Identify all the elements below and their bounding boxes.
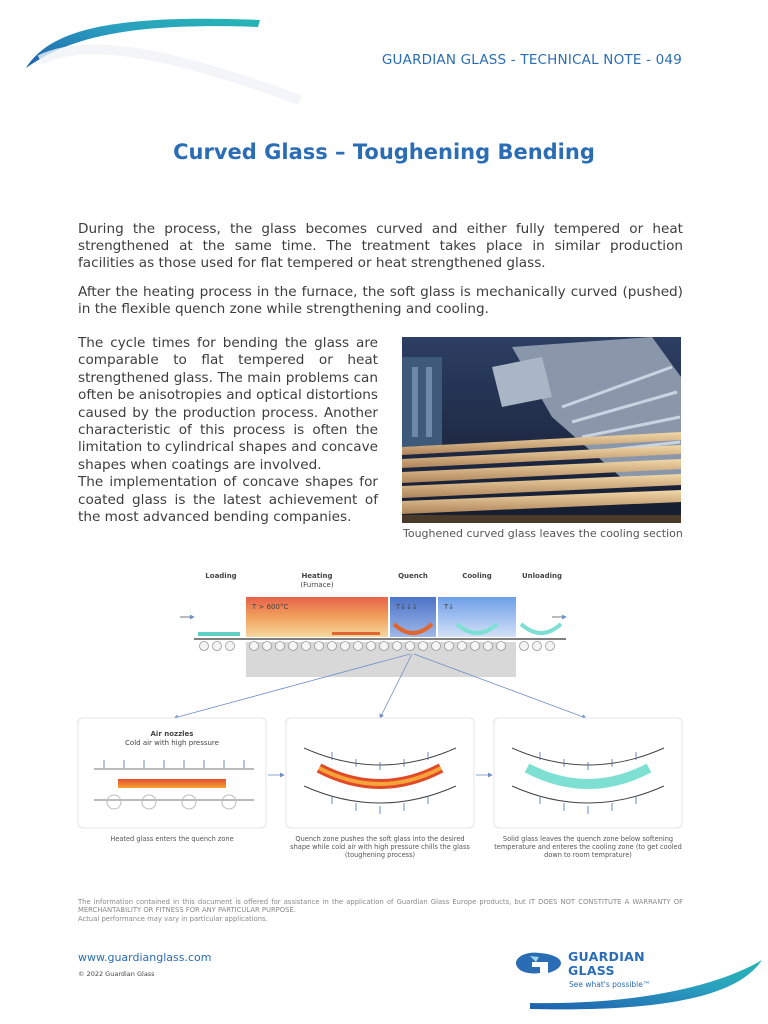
diagram-caption-3: Solid glass leaves the quench zone below softening temperature and enteres the cooling zone (to get cooled down to room temprature) [494,835,682,859]
stage-label-loading: Loading [205,572,237,580]
process-diagram [74,562,690,862]
cooling-temp: T↓ [444,603,455,611]
cooling-section-photo [402,337,681,523]
process-paragraph: After the heating process in the furnace, the soft glass is mechanically curved (pushed) in the flexible quench zone while strengthening and cooling. [78,284,683,317]
logo-wordmark-line2: GLASS [568,963,615,978]
diagram-caption-1: Heated glass enters the quench zone [110,835,234,843]
page-title: Curved Glass – Toughening Bending [173,140,595,164]
logo-wordmark-line1: GUARDIAN [568,949,645,964]
cycle-paragraph [78,335,378,526]
disclaimer [78,898,683,923]
intro-paragraph: During the process, the glass becomes curved and either fully tempered or heat strengthened at the same time. The treatment takes place in similar production facilities as those used for flat tempered or heat strengthened glass. [78,221,683,271]
guardian-logo-icon [514,950,564,976]
nozzles-subtitle: Cold air with high pressure [125,739,219,747]
copyright: © 2022 Guardian Glass [78,970,155,978]
stage-label-heating-sub: (Furnace) [300,581,334,589]
stage-label-quench: Quench [398,572,428,580]
diagram-caption-2: Quench zone pushes the soft glass into the desired shape while cold air with high pressure chills the glass (toughening process) [290,835,470,859]
stage-label-unloading: Unloading [521,572,563,580]
website-link[interactable]: www.guardianglass.com [78,951,212,964]
stage-label-cooling: Cooling [462,572,492,580]
photo-caption: Toughened curved glass leaves the cooling section [403,527,683,540]
stage-label-heating: Heating [301,572,333,580]
quench-temp: T↓↓↓ [396,603,418,611]
document-reference: GUARDIAN GLASS - TECHNICAL NOTE - 049 [381,52,682,68]
nozzles-title: Air nozzles [150,730,194,738]
disclaimer-text: The information contained in this document is offered for assistance in the application of Guardian Glass Europe products, but IT DOES NOT CONSTITUTE A WARRANTY OF MERCHANTABILITY OR FITNESS FOR ANY PARTICULAR PURPOSE. [78,898,683,915]
disclaimer-note: Actual performance may vary in particular applications. [78,914,268,923]
cycle-paragraph-text: The cycle times for bending the glass are comparable to flat tempered or heat strengthened glass. The main problems can often be anisotropies and optical distortions caused by the production process. Another characteristic of this process is often the limitation to cylindrical shapes and concave shapes when coatings are involved. [78,335,378,473]
header-swoosh-graphic [0,0,320,110]
concave-paragraph-text: The implementation of concave shapes for coated glass is the latest achievement of the most advanced bending companies. [78,474,378,526]
logo-tagline: See what's possible™ [569,980,651,989]
heating-temp: T > 600°C [252,603,289,611]
